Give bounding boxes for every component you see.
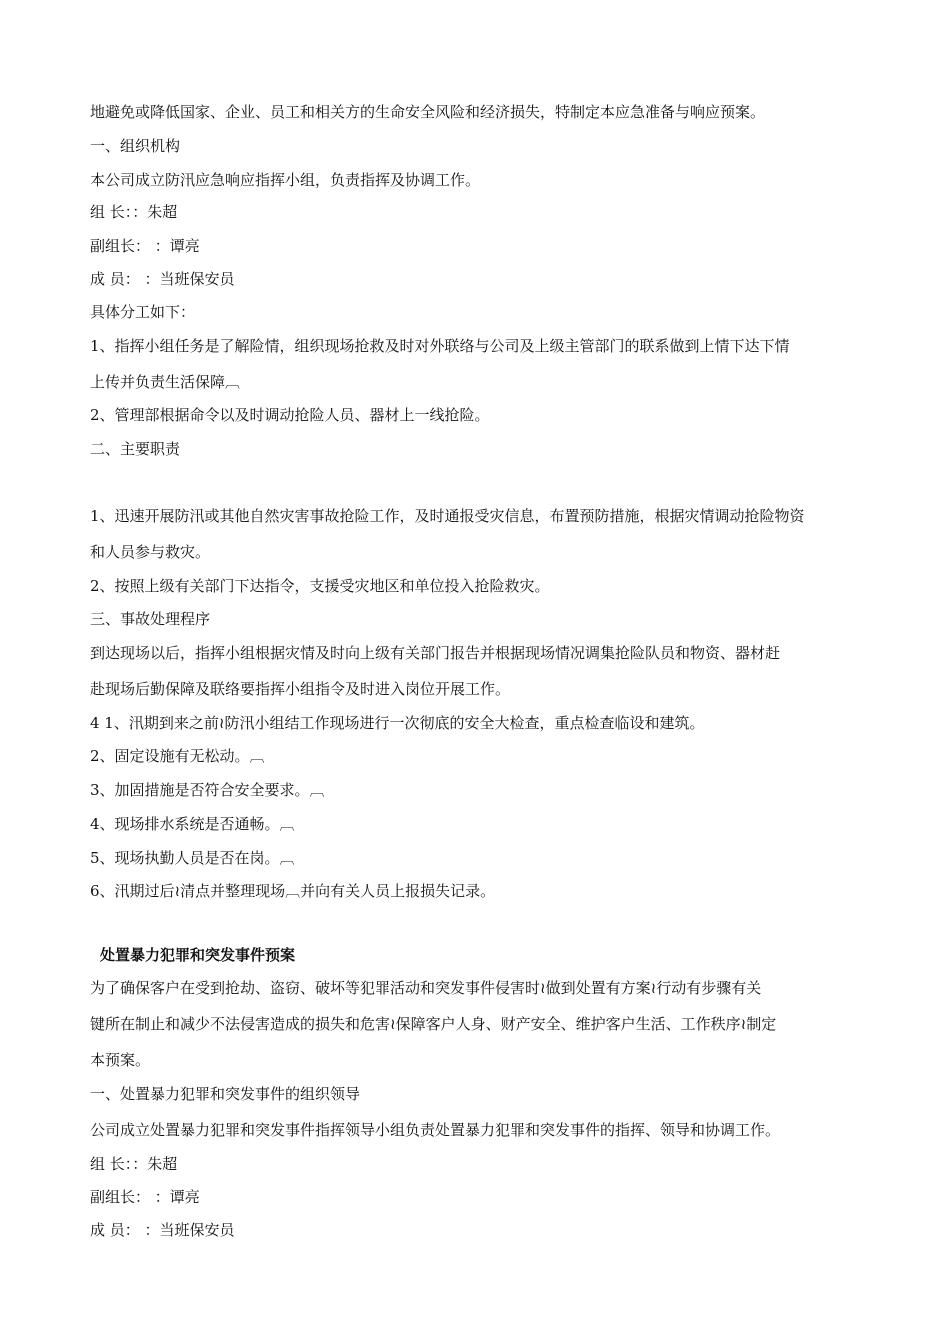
text-line: 4、现场排水系统是否通畅。︹ bbox=[90, 815, 295, 833]
text-line: 到达现场以后，指挥小组根据灾情及时向上级有关部门报告并根据现场情况调集抢险队员和物资、器材赶 bbox=[90, 644, 781, 662]
text-line: 成 员： ：当班保安员 bbox=[90, 1221, 235, 1239]
text-line: 2、固定设施有无松动。︹ bbox=[90, 747, 265, 765]
section-heading: 一、处置暴力犯罪和突发事件的组织领导 bbox=[90, 1085, 361, 1103]
text-line: 成 员： ：当班保安员 bbox=[90, 270, 235, 288]
section-heading: 一、组织机构 bbox=[90, 137, 181, 155]
section-heading: 三、事故处理程序 bbox=[90, 610, 211, 628]
text-line: 上传并负责生活保障︹ bbox=[90, 373, 241, 391]
document-title: 处置暴力犯罪和突发事件预案 bbox=[100, 946, 296, 964]
text-line: 地避免或降低国家、企业、员工和相关方的生命安全风险和经济损失，特制定本应急准备与响应预案。 bbox=[90, 103, 766, 121]
text-line: 3、加固措施是否符合安全要求。︹ bbox=[90, 781, 325, 799]
section-heading: 二、主要职责 bbox=[90, 440, 181, 458]
text-line: 1、迅速开展防汛或其他自然灾害事故抢险工作，及时通报受灾信息，布置预防措施，根据灾情调动抢险物资 bbox=[90, 507, 805, 525]
text-line: 赴现场后勤保障及联络要指挥小组指令及时进入岗位开展工作。 bbox=[90, 680, 511, 698]
text-line: 副组长： ：谭亮 bbox=[90, 1188, 200, 1206]
text-line: 本预案。 bbox=[90, 1051, 151, 1069]
text-line: 具体分工如下： bbox=[90, 303, 196, 321]
text-line: 4 1、汛期到来之前≀防汛小组结工作现场进行一次彻底的安全大检查，重点检查临设和建筑。 bbox=[90, 714, 705, 732]
text-line: 和人员参与救灾。 bbox=[90, 543, 211, 561]
text-line: 公司成立处置暴力犯罪和突发事件指挥领导小组负责处置暴力犯罪和突发事件的指挥、领导和协调工作。 bbox=[90, 1121, 781, 1139]
text-line: 6、汛期过后≀清点并整理现场︹并向有关人员上报损失记录。 bbox=[90, 882, 496, 900]
text-line: 2、管理部根据命令以及时调动抢险人员、器材上一线抢险。 bbox=[90, 406, 490, 424]
text-line: 副组长： ：谭亮 bbox=[90, 237, 200, 255]
text-line: 组 长：：朱超 bbox=[90, 203, 178, 221]
text-line: 1、指挥小组任务是了解险情，组织现场抢救及时对外联络与公司及上级主管部门的联系做到上情下达下情 bbox=[90, 337, 790, 355]
text-line: 键所在制止和减少不法侵害造成的损失和危害≀保障客户人身、财产安全、维护客户生活、工作秩序≀制定 bbox=[90, 1015, 777, 1033]
text-line: 本公司成立防汛应急响应指挥小组，负责指挥及协调工作。 bbox=[90, 171, 481, 189]
text-line: 组 长：：朱超 bbox=[90, 1155, 178, 1173]
text-line: 5、现场执勤人员是否在岗。︹ bbox=[90, 849, 295, 867]
text-line: 为了确保客户在受到抢劫、盗窃、破坏等犯罪活动和突发事件侵害时≀做到处置有方案≀行动有步骤有关 bbox=[90, 979, 762, 997]
text-line: 2、按照上级有关部门下达指令，支援受灾地区和单位投入抢险救灾。 bbox=[90, 577, 550, 595]
